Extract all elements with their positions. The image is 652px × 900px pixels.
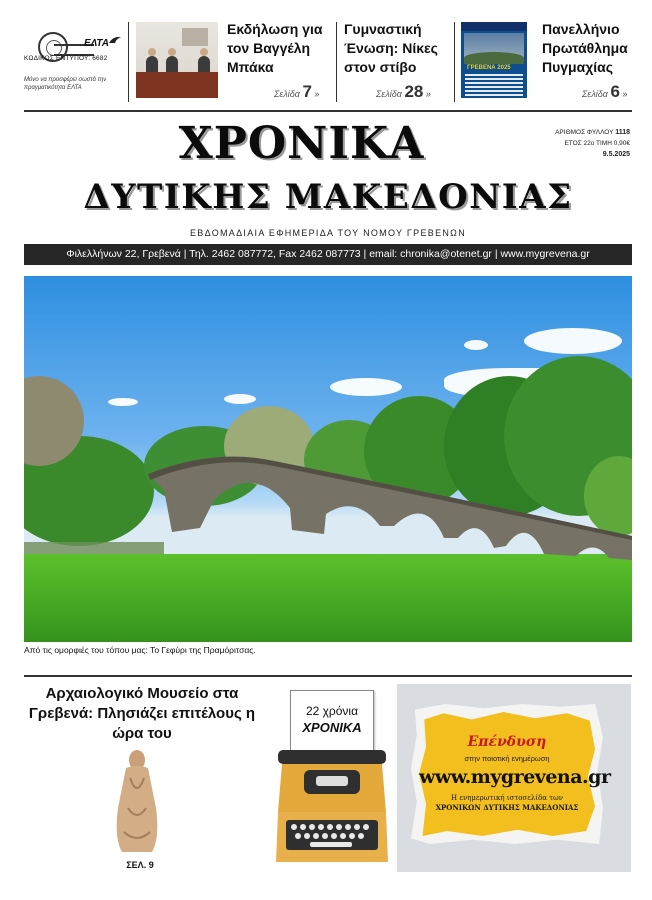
museum-page-ref[interactable]: ΣΕΛ. 9	[126, 860, 154, 870]
photo-caption: Από τις ομορφιές του τόπου μας: Το Γεφύρι της Πραμόριτσας.	[24, 645, 256, 655]
postal-code: ΚΩΔΙΚΟΣ ΕΝΤΥΠΟΥ: 6682	[24, 55, 108, 62]
museum-headline[interactable]: Αρχαιολογικό Μουσείο στα Γρεβενά: Πλησιάζει επιτέλους η ώρα του	[28, 685, 256, 742]
page-label: Σελίδα	[582, 89, 608, 99]
page-number: 28	[404, 82, 424, 101]
anniversary-brand: ΧΡΟΝΙΚΑ	[302, 720, 362, 735]
ad-description-brand: ΧΡΟΝΙΚΩΝ ΔΥΤΙΚΗΣ ΜΑΚΕΔΟΝΙΑΣ	[435, 803, 579, 812]
teaser-title-bakas-event[interactable]: Εκδήλωση για τον Βαγγέλη Μπάκα	[227, 21, 323, 75]
page-number: 6	[610, 82, 620, 101]
anniversary-typewriter[interactable]	[276, 690, 388, 868]
year-price: ΕΤΟΣ 22ο ΤΙΜΗ 0,90€	[564, 140, 630, 147]
teaser-title-boxing[interactable]: Πανελλήνιο Πρωτάθλημα Πυγμαχίας	[542, 21, 628, 75]
page-label: Σελίδα	[376, 89, 402, 99]
bridge-photo[interactable]	[24, 276, 632, 642]
issue-date: 9.5.2025	[602, 151, 630, 158]
issue-label: ΑΡΙΘΜΟΣ ΦΥΛΛΟΥ	[555, 129, 614, 136]
teaser-page-ref[interactable]	[274, 82, 319, 102]
masthead-title: ΧΡΟΝΙΚΑ	[178, 118, 425, 169]
ad-description: Η ενημερωτική ιστοσελίδα των	[450, 794, 563, 802]
chevron-right-icon: »	[622, 89, 628, 99]
boxing-championship-poster[interactable]	[461, 22, 527, 98]
ad-subheadline: στην ποιοτική ενημέρωση	[464, 754, 550, 763]
front-page-teasers	[24, 18, 632, 108]
issue-info	[555, 127, 630, 160]
anniversary-years: 22 χρόνια	[305, 704, 359, 718]
masthead-tagline: ΕΒΔΟΜΑΔΙΑΙΑ ΕΦΗΜΕΡΙΔΑ ΤΟΥ ΝΟΜΟΥ ΓΡΕΒΕΝΩΝ	[189, 228, 467, 238]
top-divider	[24, 110, 632, 112]
ad-url-link[interactable]: www.mygrevena.gr	[419, 766, 611, 788]
typewriter-icon	[276, 690, 388, 868]
statue-image[interactable]	[106, 748, 168, 854]
page-number: 7	[302, 82, 312, 101]
bottom-divider	[24, 675, 632, 677]
contact-bar: Φιλελλήνων 22, Γρεβενά | Τηλ. 2462 087772, Fax 2462 087773 | email: chronika@otenet.gr | www.mygrevena.gr	[24, 244, 632, 265]
postal-note: Μόνο να προσφέρει σωστά την πραγματικότητα ΕΛΤΑ	[24, 77, 107, 91]
ad-headline: Επένδυση	[467, 734, 547, 750]
teaser-divider	[454, 22, 455, 102]
teaser-page-ref[interactable]	[582, 82, 627, 102]
bird-icon	[108, 34, 122, 48]
masthead-subtitle: ΔΥΤΙΚΗΣ ΜΑΚΕΔΟΝΙΑΣ	[83, 177, 573, 217]
postal-permit	[24, 18, 128, 108]
chevron-right-icon: »	[314, 89, 320, 99]
teaser-title-athletics[interactable]: Γυμναστική Ένωση: Νίκες στον στίβο	[344, 21, 438, 75]
chevron-right-icon: »	[425, 89, 431, 99]
teaser-divider	[336, 22, 337, 102]
issue-number: 1118	[615, 129, 630, 136]
stone-bridge	[24, 276, 632, 642]
mygrevena-ad[interactable]	[397, 684, 631, 872]
elta-logo: ΕΛΤΑ	[84, 38, 110, 49]
teaser-divider	[128, 22, 129, 102]
issue-line	[555, 127, 630, 138]
poster-year: ΓΡΕΒΕΝΑ 2025	[467, 65, 511, 71]
press-event-photo[interactable]	[136, 22, 218, 98]
teaser-page-ref[interactable]	[376, 82, 431, 102]
page-label: Σελίδα	[274, 89, 300, 99]
